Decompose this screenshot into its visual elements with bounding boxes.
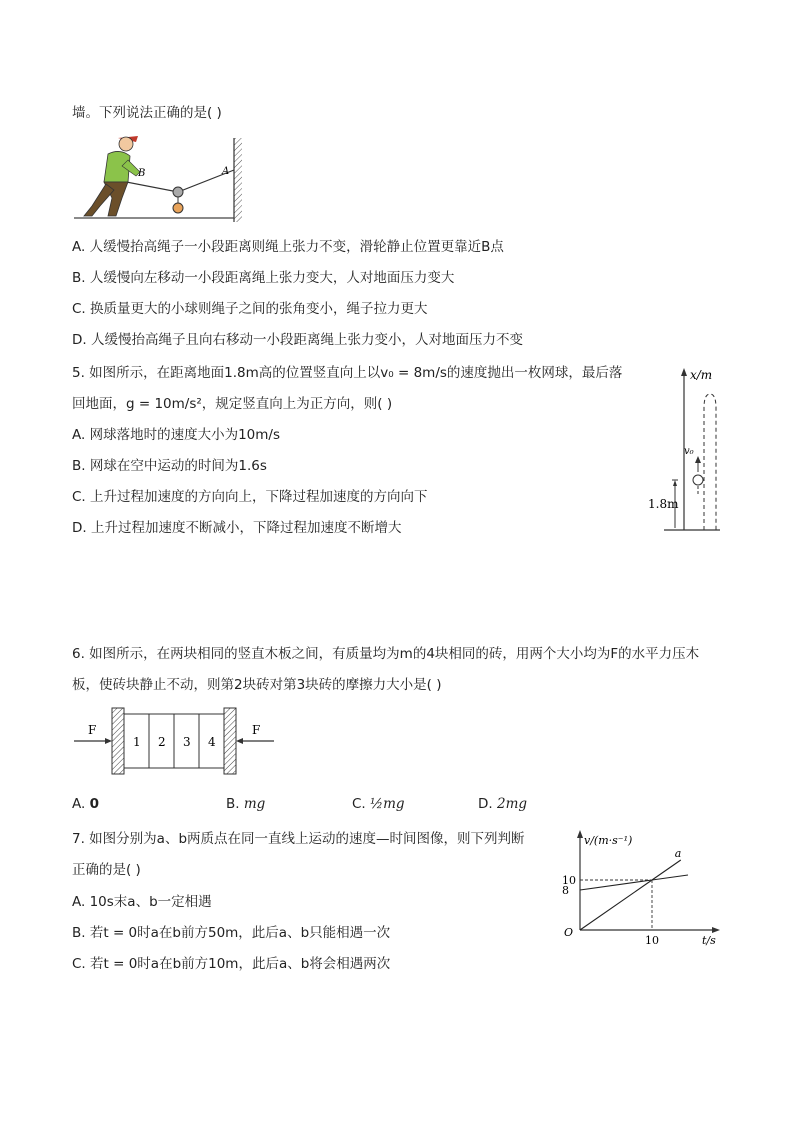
person-figure: [84, 136, 140, 216]
label-b: B: [138, 168, 146, 179]
label-a: A: [222, 166, 230, 177]
ball: [173, 203, 183, 213]
brick-label-2: 2: [158, 735, 166, 749]
q5-stem-line1: 5. 如图所示，在距离地面1.8m高的位置竖直向上以v₀ = 8m/s的速度抛出一枚网球，最后落: [72, 365, 623, 381]
q5-figure: [648, 364, 728, 536]
pulley: [173, 187, 183, 197]
force-right-label: F: [252, 723, 261, 737]
q4-option-d[interactable]: D. 人缓慢抬高绳子且向右移动一小段距离绳上张力变小，人对地面压力不变: [72, 332, 523, 348]
q6-option-d[interactable]: D. 2mg: [478, 796, 528, 812]
q5-option-b[interactable]: B. 网球在空中运动的时间为1.6s: [72, 458, 267, 474]
vt-chart: [556, 826, 726, 948]
q7-stem-line2: 正确的是( ): [72, 862, 141, 878]
brick-label-1: 1: [133, 735, 141, 749]
y-axis-label: v/(m·s⁻¹): [584, 834, 633, 847]
q5-stem-line2: 回地面，g = 10m/s²，规定竖直向上为正方向，则( ): [72, 396, 393, 412]
q7-option-a[interactable]: A. 10s末a、b一定相遇: [72, 894, 212, 910]
q5-option-a[interactable]: A. 网球落地时的速度大小为10m/s: [72, 427, 281, 443]
force-left-label: F: [88, 723, 97, 737]
x-tick-10: 10: [645, 934, 659, 947]
left-board: [112, 708, 124, 774]
q7-option-b[interactable]: B. 若t = 0时a在b前方50m，此后a、b只能相遇一次: [72, 925, 391, 941]
q6-option-b[interactable]: B. mg: [226, 796, 266, 812]
q7-stem-line1: 7. 如图分别为a、b两质点在同一直线上运动的速度—时间图像，则下列判断: [72, 831, 525, 847]
y-tick-10: 10: [562, 874, 576, 887]
height-label: 1.8m: [648, 497, 679, 511]
trajectory: [704, 394, 716, 530]
q6-stem-line2: 板，使砖块静止不动，则第2块砖对第3块砖的摩擦力大小是( ): [72, 677, 442, 693]
brick-label-4: 4: [208, 735, 216, 749]
right-board: [224, 708, 236, 774]
q4-stem-tail: 墙。下列说法正确的是( ): [72, 105, 222, 121]
x-axis-label: t/s: [702, 934, 716, 947]
q4-option-b[interactable]: B. 人缓慢向左移动一小段距离绳上张力变大，人对地面压力变大: [72, 270, 455, 286]
origin-label: O: [564, 926, 574, 939]
tennis-ball: [693, 475, 703, 485]
series-label-a: a: [674, 847, 682, 860]
series-line-b: [580, 875, 688, 890]
q4-option-c[interactable]: C. 换质量更大的小球则绳子之间的张角变小，绳子拉力更大: [72, 301, 428, 317]
q7-option-c[interactable]: C. 若t = 0时a在b前方10m，此后a、b将会相遇两次: [72, 956, 391, 972]
series-line-a: [580, 860, 681, 930]
q6-figure: [70, 704, 280, 778]
brick-label-3: 3: [183, 735, 191, 749]
q6-stem-line1: 6. 如图所示，在两块相同的竖直木板之间，有质量均为m的4块相同的砖，用两个大小均为F的水平力压木: [72, 646, 700, 662]
axis-label: x/m: [690, 368, 713, 382]
q5-option-d[interactable]: D. 上升过程加速度不断减小，下降过程加速度不断增大: [72, 520, 402, 536]
q6-option-c[interactable]: C. ½mg: [352, 796, 405, 812]
q4-option-a[interactable]: A. 人缓慢抬高绳子一小段距离则绳上张力不变，滑轮静止位置更靠近B点: [72, 239, 504, 255]
y-tick-8: 8: [562, 884, 569, 897]
v0-label: v₀: [684, 446, 694, 457]
q6-option-a[interactable]: A. 0: [72, 796, 99, 812]
wall: [234, 138, 242, 222]
q4-figure: [70, 128, 250, 224]
q5-option-c[interactable]: C. 上升过程加速度的方向向上，下降过程加速度的方向向下: [72, 489, 428, 505]
